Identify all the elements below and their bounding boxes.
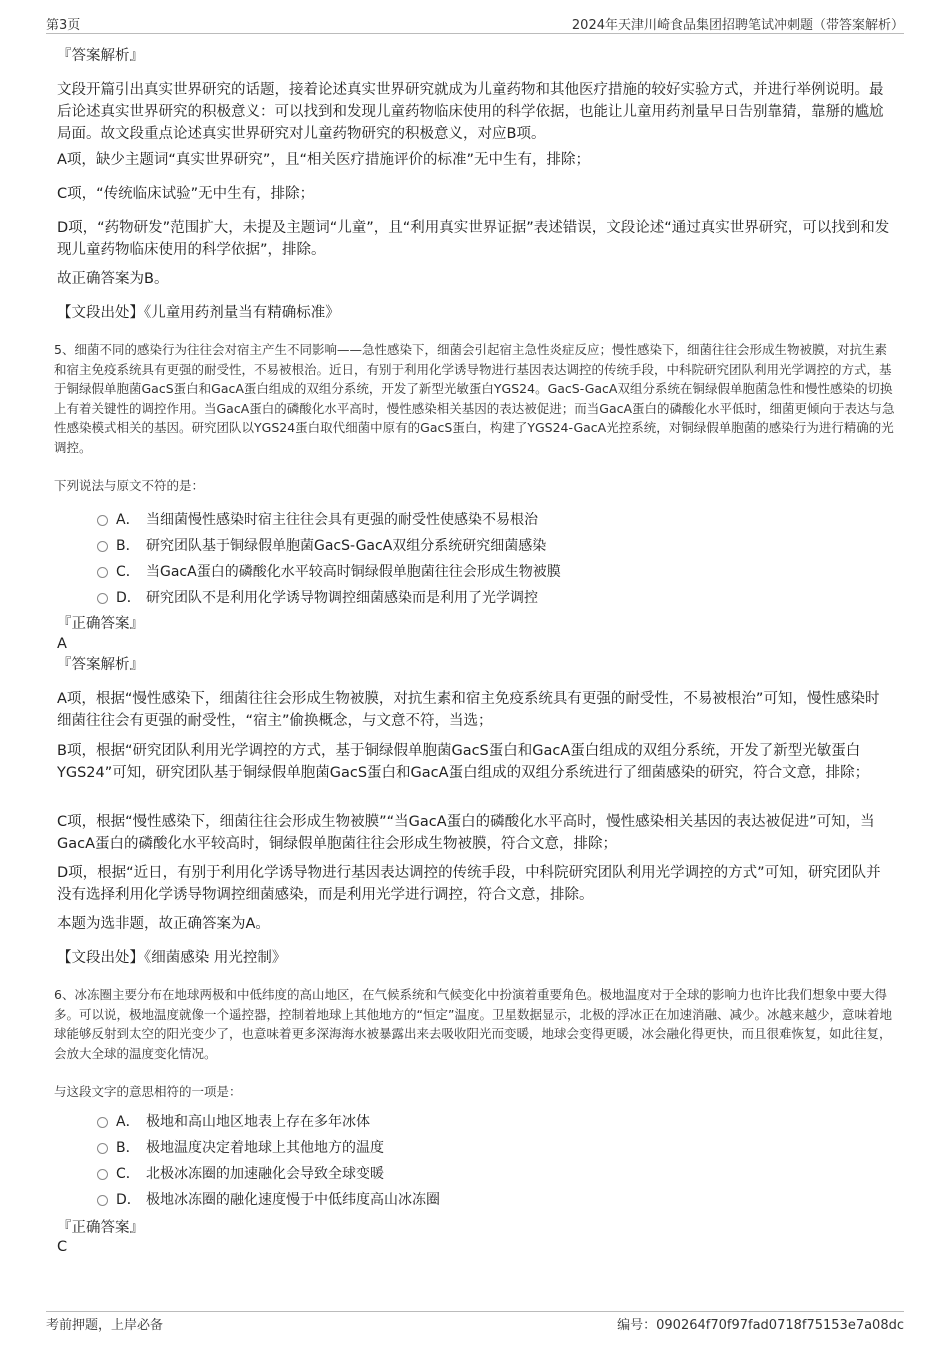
question-5-option-c[interactable]: C． 当GacA蛋白的磷酸化水平较高时铜绿假单胞菌往往会形成生物被膜 bbox=[97, 562, 561, 582]
analysis-label: 『答案解析』 bbox=[57, 657, 144, 673]
source-citation: 【文段出处】《儿童用药剂量当有精确标准》 bbox=[57, 305, 340, 321]
question-5-option-b[interactable]: B． 研究团队基于铜绿假单胞菌GacS-GacA双组分系统研究细菌感染 bbox=[97, 536, 546, 556]
correct-answer: A bbox=[57, 636, 67, 652]
source-citation: 【文段出处】《细菌感染 用光控制》 bbox=[57, 950, 287, 966]
question-6-option-c[interactable]: C． 北极冰冻圈的加速融化会导致全球变暖 bbox=[97, 1164, 384, 1184]
radio-icon[interactable] bbox=[97, 1195, 108, 1206]
analysis-option-d: D项，“药物研发”范围扩大，未提及主题词“儿童”，且“利用真实世界证据”表述错误，文段论述“通过真实世界研究，可以找到和发现儿童药物临床使用的科学依据”，排除。 bbox=[57, 220, 890, 258]
analysis-option-a: A项，根据“慢性感染下，细菌往往会形成生物被膜，对抗生素和宿主免疫系统具有更强的耐受性，不易被根治”可知，慢性感染时细菌往往会有更强的耐受性，“宿主”偷换概念，与文意不符，当选； bbox=[57, 691, 880, 729]
analysis-option-d: D项，根据“近日，有别于利用化学诱导物进行基因表达调控的传统手段，中科院研究团队利用光学调控的方式”可知，研究团队并没有选择利用化学诱导物调控细菌感染，而是利用光学进行调控，符合文意，排除。 bbox=[57, 865, 881, 903]
analysis-option-c: C项，“传统临床试验”无中生有，排除； bbox=[57, 186, 315, 202]
analysis-label: 『答案解析』 bbox=[57, 48, 144, 64]
radio-icon[interactable] bbox=[97, 515, 108, 526]
header-divider bbox=[46, 33, 904, 34]
radio-icon[interactable] bbox=[97, 593, 108, 604]
radio-icon[interactable] bbox=[97, 1117, 108, 1128]
footer-divider bbox=[46, 1311, 904, 1312]
question-5-stem: 5、细菌不同的感染行为往往会对宿主产生不同影响——急性感染下，细菌会引起宿主急性炎症反应；慢性感染下，细菌往往会形成生物被膜，对抗生素和宿主免疫系统具有更强的耐受性，不易被根治。近日，有别于利用化学诱导物进行基因表达调控的传统手段，中科院研究团队利用光学调控的方式，基于铜绿假单胞菌GacS蛋白和GacA蛋白组成的双组分系统，开发了新型光敏蛋白YGS24。GacS-GacA双组分系统在铜绿假单胞菌急性和慢性感染的切换上有着关键性的调控作用。当GacA蛋白的磷酸化水平高时，慢性感染相关基因的表达被促进；而当GacA蛋白的磷酸化水平低时，细菌更倾向于表达与急性感染模式相关的基因。研究团队以YGS24蛋白取代细菌中原有的GacS蛋白，构建了YGS24-GacA光控系统，对铜绿假单胞菌的感染行为进行精确的光调控。 bbox=[54, 342, 895, 455]
page-number: 第3页 bbox=[46, 18, 81, 33]
question-5-prompt: 下列说法与原文不符的是： bbox=[54, 478, 205, 493]
correct-answer-label: 『正确答案』 bbox=[57, 1220, 144, 1236]
document-title: 2024年天津川崎食品集团招聘笔试冲刺题（带答案解析） bbox=[571, 18, 904, 33]
question-6-prompt: 与这段文字的意思相符的一项是： bbox=[54, 1084, 242, 1099]
analysis-conclusion: 故正确答案为B。 bbox=[57, 271, 169, 287]
correct-answer-label: 『正确答案』 bbox=[57, 616, 144, 632]
question-6-option-b[interactable]: B． 极地温度决定着地球上其他地方的温度 bbox=[97, 1138, 384, 1158]
radio-icon[interactable] bbox=[97, 541, 108, 552]
correct-answer: C bbox=[57, 1239, 68, 1255]
analysis-paragraph: 文段开篇引出真实世界研究的话题，接着论述真实世界研究就成为儿童药物和其他医疗措施的较好实验方式，并进行举例说明。最后论述真实世界研究的积极意义：可以找到和发现儿童药物临床使用的科学依据，也能让儿童用药剂量早日告别靠猜，靠掰的尴尬局面。故文段重点论述真实世界研究对儿童药物研究的积极意义，对应B项。 bbox=[57, 82, 884, 142]
analysis-conclusion: 本题为选非题，故正确答案为A。 bbox=[57, 916, 270, 932]
analysis-option-c: C项，根据“慢性感染下，细菌往往会形成生物被膜”“当GacA蛋白的磷酸化水平高时，慢性感染相关基因的表达被促进”可知，当GacA蛋白的磷酸化水平较高时，铜绿假单胞菌往往会形成生物被膜，符合文意，排除； bbox=[57, 814, 875, 852]
document-id: 编号：090264f70f97fad0718f75153e7a08dc bbox=[617, 1318, 904, 1333]
radio-icon[interactable] bbox=[97, 1169, 108, 1180]
question-5-option-a[interactable]: A． 当细菌慢性感染时宿主往往会具有更强的耐受性使感染不易根治 bbox=[97, 510, 538, 530]
question-5-option-d[interactable]: D． 研究团队不是利用化学诱导物调控细菌感染而是利用了光学调控 bbox=[97, 588, 538, 608]
question-6-stem: 6、冰冻圈主要分布在地球两极和中低纬度的高山地区，在气候系统和气候变化中扮演着重要角色。极地温度对于全球的影响力也许比我们想象中要大得多。可以说，极地温度就像一个遥控器，控制着地球上其他地方的“恒定”温度。卫星数据显示，北极的浮冰正在加速消融、减少。冰越来越少，意味着地球能够反射到太空的阳光变少了，也意味着更多深海海水被暴露出来去吸收阳光而变暖，地球会变得更暖，冰会融化得更快，而且很难恢复，如此往复，会放大全球的温度变化情况。 bbox=[54, 987, 892, 1061]
footer-slogan: 考前押题，上岸必备 bbox=[46, 1318, 164, 1333]
question-6-option-a[interactable]: A． 极地和高山地区地表上存在多年冰体 bbox=[97, 1112, 370, 1132]
analysis-option-a: A项，缺少主题词“真实世界研究”，且“相关医疗措施评价的标准”无中生有，排除； bbox=[57, 152, 590, 168]
question-6-option-d[interactable]: D． 极地冰冻圈的融化速度慢于中低纬度高山冰冻圈 bbox=[97, 1190, 440, 1210]
radio-icon[interactable] bbox=[97, 1143, 108, 1154]
analysis-option-b: B项，根据“研究团队利用光学调控的方式，基于铜绿假单胞菌GacS蛋白和GacA蛋白组成的双组分系统，开发了新型光敏蛋白YGS24”可知，研究团队基于铜绿假单胞菌GacS蛋白和GacA蛋白组成的双组分系统进行了细菌感染的研究，符合文意，排除； bbox=[57, 743, 870, 781]
radio-icon[interactable] bbox=[97, 567, 108, 578]
